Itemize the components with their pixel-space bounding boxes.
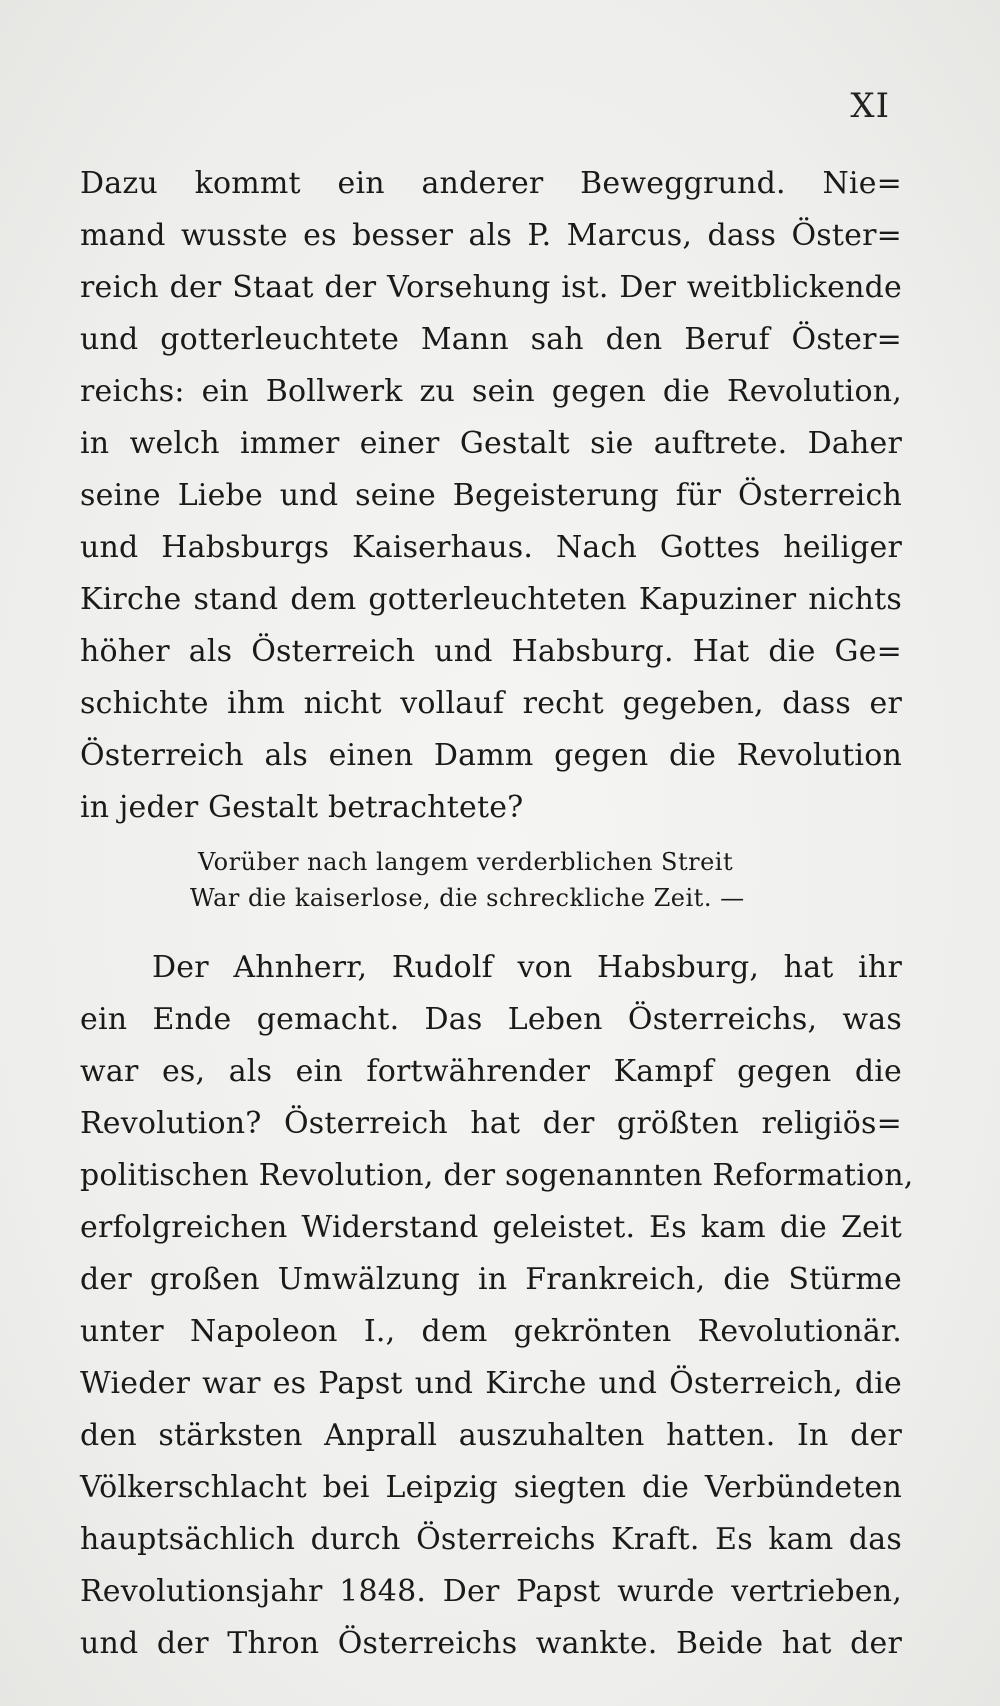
text-line: und gotterleuchtete Mann sah den Beruf Öster= — [80, 322, 902, 357]
text-line: Revolutionsjahr 1848. Der Papst wurde vertrieben, — [80, 1574, 902, 1609]
text-line: und der Thron Österreichs wankte. Beide hat der — [80, 1626, 902, 1661]
text-line: Österreich als einen Damm gegen die Revolution — [80, 738, 902, 773]
text-line: seine Liebe und seine Begeisterung für Österreich — [80, 478, 902, 513]
text-line: Der Ahnherr, Rudolf von Habsburg, hat ihr — [152, 950, 902, 985]
text-line: ein Ende gemacht. Das Leben Österreichs, was — [80, 1002, 902, 1037]
text-line: mand wusste es besser als P. Marcus, dass Öster= — [80, 218, 902, 253]
paragraph-1 — [80, 158, 902, 834]
text-line: der großen Umwälzung in Frankreich, die Stürme — [80, 1262, 902, 1297]
text-line: unter Napoleon I., dem gekrönten Revolutionär. — [80, 1314, 902, 1349]
text-line: schichte ihm nicht vollauf recht gegeben, dass er — [80, 686, 902, 721]
verse-line: War die kaiserlose, die schreckliche Zeit. — — [190, 884, 745, 912]
text-line: und Habsburgs Kaiserhaus. Nach Gottes heiliger — [80, 530, 902, 565]
text-line: politischen Revolution, der sogenannten Reformation, — [80, 1158, 914, 1193]
text-line: den stärksten Anprall auszuhalten hatten. In der — [80, 1418, 902, 1453]
text-line: in welch immer einer Gestalt sie auftrete. Daher — [80, 426, 902, 461]
text-line: Völkerschlacht bei Leipzig siegten die Verbündeten — [80, 1470, 902, 1505]
body-text — [80, 158, 914, 1670]
text-line: höher als Österreich und Habsburg. Hat die Ge= — [80, 634, 902, 669]
page-number: XI — [850, 86, 890, 126]
text-line: war es, als ein fortwährender Kampf gegen die — [80, 1054, 902, 1089]
text-line: Wieder war es Papst und Kirche und Österreich, die — [80, 1366, 902, 1401]
text-line: erfolgreichen Widerstand geleistet. Es kam die Zeit — [80, 1210, 902, 1245]
verse-line: Vorüber nach langem verderblichen Streit — [198, 848, 734, 876]
text-line: hauptsächlich durch Österreichs Kraft. Es kam das — [80, 1522, 902, 1557]
text-line: reich der Staat der Vorsehung ist. Der weitblickende — [80, 270, 902, 305]
text-line: in jeder Gestalt betrachtete? — [80, 790, 524, 825]
text-line: Dazu kommt ein anderer Beweggrund. Nie= — [80, 166, 902, 201]
verse-quote — [80, 844, 902, 916]
text-line: reichs: ein Bollwerk zu sein gegen die Revolution, — [80, 374, 902, 409]
text-line: Kirche stand dem gotterleuchteten Kapuziner nichts — [80, 582, 902, 617]
text-line: Revolution? Österreich hat der größten religiös= — [80, 1106, 902, 1141]
paragraph-2 — [80, 942, 914, 1670]
